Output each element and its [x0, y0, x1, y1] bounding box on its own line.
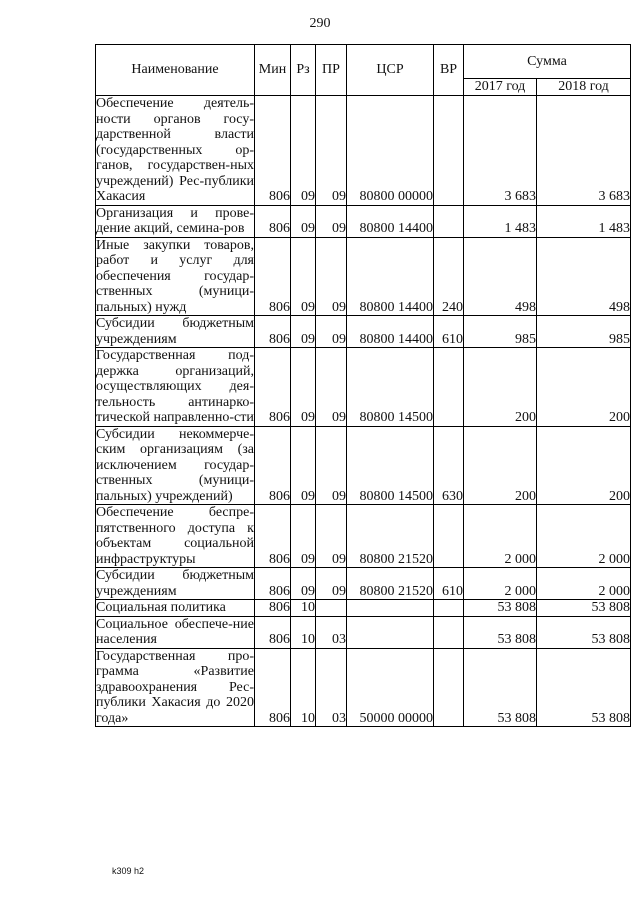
cell-vr: [434, 600, 464, 617]
cell-rz: 09: [291, 348, 316, 427]
cell-y2017: 985: [464, 316, 537, 348]
cell-y2018: 53 808: [537, 648, 631, 727]
cell-rz: 10: [291, 648, 316, 727]
cell-csr: 80800 21520: [347, 568, 434, 600]
cell-rz: 09: [291, 205, 316, 237]
cell-min: 806: [255, 648, 291, 727]
cell-min: 806: [255, 426, 291, 505]
table-row: [96, 568, 631, 600]
cell-csr: 80800 00000: [347, 96, 434, 206]
header-csr: ЦСР: [347, 45, 434, 96]
cell-y2017: 53 808: [464, 600, 537, 617]
cell-min: 806: [255, 600, 291, 617]
cell-csr: 80800 14400: [347, 237, 434, 316]
cell-vr: [434, 616, 464, 648]
cell-csr: 80800 14400: [347, 316, 434, 348]
cell-vr: 610: [434, 316, 464, 348]
cell-y2018: 200: [537, 426, 631, 505]
cell-min: 806: [255, 348, 291, 427]
cell-pr: 09: [316, 505, 347, 568]
cell-name: Государственная про-грамма «Развитие здравоохранения Рес-публики Хакасия до 2020 года»: [96, 648, 254, 726]
cell-name: Обеспечение беспре-пятственного доступа к объектам социальной инфраструктуры: [96, 505, 254, 567]
cell-y2018: 985: [537, 316, 631, 348]
cell-min: 806: [255, 505, 291, 568]
cell-y2018: 53 808: [537, 616, 631, 648]
cell-name: Иные закупки товаров, работ и услуг для обеспечения государ-ственных (муници-пальных) нужд: [96, 237, 254, 315]
header-pr: ПР: [316, 45, 347, 96]
cell-y2017: 200: [464, 348, 537, 427]
cell-pr: 09: [316, 316, 347, 348]
cell-csr: 80800 14500: [347, 348, 434, 427]
cell-y2018: 200: [537, 348, 631, 427]
cell-y2018: 1 483: [537, 205, 631, 237]
cell-vr: [434, 648, 464, 727]
cell-pr: 09: [316, 568, 347, 600]
header-2018: 2018 год: [537, 79, 631, 96]
table-row: [96, 205, 631, 237]
header-name: Наименование: [96, 45, 255, 96]
table-row: [96, 348, 631, 427]
cell-name: Субсидии некоммерче-ским организациям (за исключением государ-ственных (муници-пальных) учреждений): [96, 426, 254, 504]
cell-name: Социальная политика: [96, 600, 255, 617]
cell-pr: 09: [316, 237, 347, 316]
cell-y2017: 1 483: [464, 205, 537, 237]
cell-y2018: 498: [537, 237, 631, 316]
cell-min: 806: [255, 616, 291, 648]
cell-y2018: 53 808: [537, 600, 631, 617]
cell-csr: [347, 616, 434, 648]
table-row: [96, 316, 631, 348]
table-row: [96, 648, 631, 727]
cell-y2017: 53 808: [464, 616, 537, 648]
cell-rz: 09: [291, 96, 316, 206]
cell-csr: 80800 21520: [347, 505, 434, 568]
table-body: [96, 96, 631, 727]
cell-name: Обеспечение деятель-ности органов госу-дарственной власти (государственных ор-ганов, государствен-ных учреждений) Рес-публики Хакасия: [96, 96, 254, 204]
cell-pr: 09: [316, 205, 347, 237]
budget-table: [95, 44, 631, 727]
cell-csr: [347, 600, 434, 617]
cell-rz: 09: [291, 237, 316, 316]
cell-y2018: 3 683: [537, 96, 631, 206]
cell-vr: 630: [434, 426, 464, 505]
table-row: [96, 600, 631, 617]
cell-rz: 10: [291, 600, 316, 617]
cell-rz: 09: [291, 568, 316, 600]
table-row: [96, 616, 631, 648]
cell-vr: 240: [434, 237, 464, 316]
cell-y2017: 2 000: [464, 505, 537, 568]
table-row: [96, 505, 631, 568]
cell-rz: 09: [291, 426, 316, 505]
cell-pr: [316, 600, 347, 617]
cell-pr: 03: [316, 648, 347, 727]
cell-y2018: 2 000: [537, 568, 631, 600]
cell-vr: [434, 96, 464, 206]
cell-pr: 03: [316, 616, 347, 648]
table-row: [96, 237, 631, 316]
cell-vr: 610: [434, 568, 464, 600]
cell-min: 806: [255, 568, 291, 600]
cell-min: 806: [255, 316, 291, 348]
cell-y2018: 2 000: [537, 505, 631, 568]
header-rz: Рз: [291, 45, 316, 96]
cell-csr: 50000 00000: [347, 648, 434, 727]
cell-name: Государственная под-держка организаций, осуществляющих дея-тельность антинарко-тической направленно-сти: [96, 348, 254, 425]
cell-rz: 09: [291, 505, 316, 568]
cell-pr: 09: [316, 348, 347, 427]
cell-min: 806: [255, 237, 291, 316]
cell-name: Субсидии бюджетным учреждениям: [96, 568, 254, 599]
cell-vr: [434, 205, 464, 237]
cell-vr: [434, 348, 464, 427]
header-vr: ВР: [434, 45, 464, 96]
header-sum: Сумма: [464, 45, 631, 79]
cell-y2017: 53 808: [464, 648, 537, 727]
cell-y2017: 2 000: [464, 568, 537, 600]
cell-vr: [434, 505, 464, 568]
cell-pr: 09: [316, 96, 347, 206]
cell-csr: 80800 14400: [347, 205, 434, 237]
cell-y2017: 3 683: [464, 96, 537, 206]
cell-name: Организация и прове-дение акций, семина-ров: [96, 205, 254, 236]
cell-csr: 80800 14500: [347, 426, 434, 505]
header-min: Мин: [255, 45, 291, 96]
cell-y2017: 498: [464, 237, 537, 316]
cell-rz: 09: [291, 316, 316, 348]
footer-code: k309 h2: [112, 866, 145, 876]
cell-min: 806: [255, 205, 291, 237]
cell-name: Социальное обеспече-ние населения: [96, 616, 254, 647]
page-number: 290: [309, 16, 331, 31]
cell-y2017: 200: [464, 426, 537, 505]
header-2017: 2017 год: [464, 79, 537, 96]
cell-pr: 09: [316, 426, 347, 505]
table-row: [96, 96, 631, 206]
table-row: [96, 426, 631, 505]
cell-min: 806: [255, 96, 291, 206]
cell-rz: 10: [291, 616, 316, 648]
cell-name: Субсидии бюджетным учреждениям: [96, 316, 254, 347]
